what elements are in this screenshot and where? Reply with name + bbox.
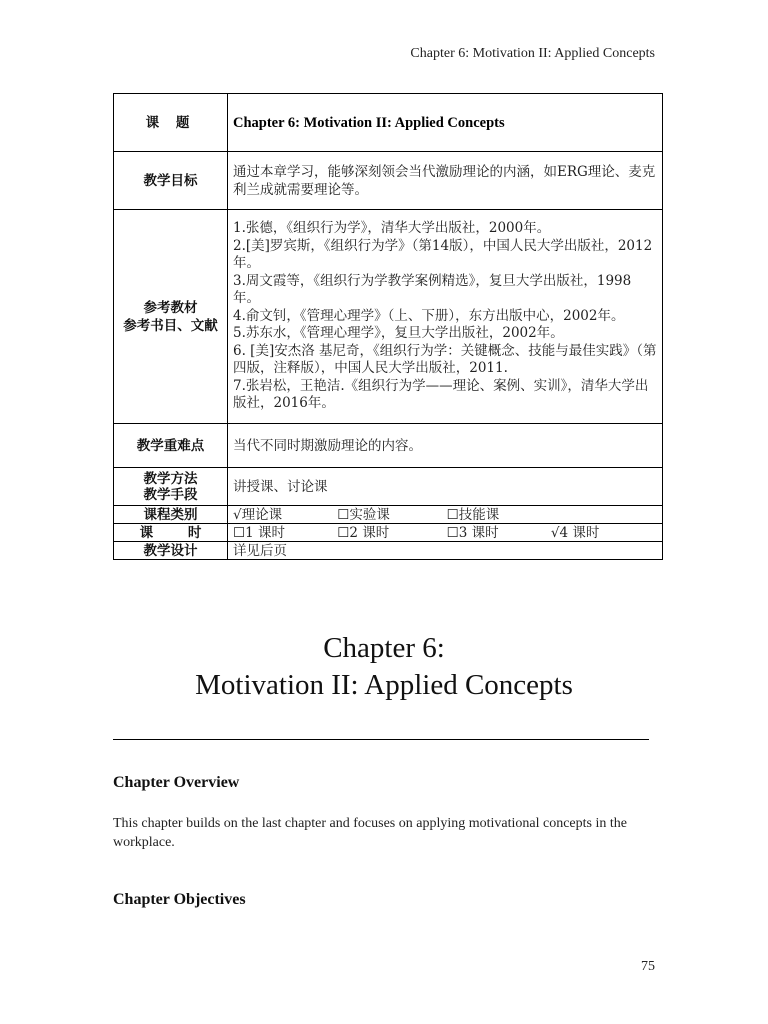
running-header: Chapter 6: Motivation II: Applied Concepts (410, 46, 655, 61)
course-type-label: 课程类别 (114, 506, 228, 524)
chapter-title-line-2: Motivation II: Applied Concepts (195, 669, 573, 701)
objectives-heading: Chapter Objectives (113, 891, 246, 908)
hours-option: ☐3 课时 (446, 524, 499, 541)
objectives-label: 教学目标 (114, 152, 228, 210)
hours-options (228, 524, 663, 542)
overview-heading: Chapter Overview (113, 774, 240, 791)
key-points-value: 当代不同时期激励理论的内容。 (228, 424, 663, 468)
methods-label-line-2: 教学手段 (143, 486, 198, 503)
horizontal-rule (113, 739, 649, 740)
references-label-line-1: 参考教材 (143, 299, 198, 316)
reference-item: 2.[美]罗宾斯，《组织行为学》（第14版），中国人民大学出版社，2012年。 (233, 237, 653, 272)
methods-label (114, 468, 228, 506)
course-type-row (114, 506, 663, 524)
course-type-option: ☐实验课 (337, 506, 390, 523)
key-points-label: 教学重难点 (114, 424, 228, 468)
chapter-title (0, 630, 768, 704)
hours-option: √4 课时 (550, 524, 600, 541)
design-row (114, 542, 663, 560)
hours-row (114, 524, 663, 542)
reference-item: 1.张德，《组织行为学》，清华大学出版社，2000年。 (233, 220, 551, 237)
design-label: 教学设计 (114, 542, 228, 560)
methods-label-line-1: 教学方法 (143, 470, 198, 487)
course-type-options (228, 506, 663, 524)
course-type-option: ☐技能课 (446, 506, 500, 523)
objectives-row (114, 152, 663, 210)
references-label-line-2: 参考书目、文献 (123, 317, 218, 334)
topic-row (114, 94, 663, 152)
reference-item: 3.周文霞等，《组织行为学教学案例精选》，复旦大学出版社，1998年。 (233, 272, 632, 307)
topic-label: 课 题 (114, 94, 228, 152)
references-list (228, 210, 663, 424)
reference-item: 4.俞文钊，《管理心理学》（上、下册），东方出版中心，2002年。 (233, 307, 625, 324)
methods-row (114, 468, 663, 506)
page-number: 75 (641, 959, 655, 974)
key-points-row (114, 424, 663, 468)
methods-value: 讲授课、讨论课 (228, 468, 663, 506)
hours-option: ☐1 课时 (233, 524, 285, 541)
reference-item: 6. [美]安杰洛 基尼奇，《组织行为学：关键概念、技能与最佳实践》（第四版，注释版），中国人民大学出版社，2011. (233, 342, 657, 377)
references-row (114, 210, 663, 424)
objectives-value: 通过本章学习，能够深刻领会当代激励理论的内涵，如ERG理论、麦克利兰成就需要理论等。 (228, 152, 663, 210)
hours-option: ☐2 课时 (337, 524, 390, 541)
reference-item: 5.苏东水，《管理心理学》，复旦大学出版社，2002年。 (233, 325, 564, 342)
topic-value: Chapter 6: Motivation II: Applied Concepts (228, 94, 663, 152)
references-label (114, 210, 228, 424)
course-info-table (113, 93, 663, 560)
chapter-title-line-1: Chapter 6: (323, 632, 445, 664)
overview-text: This chapter builds on the last chapter and focuses on applying motivational concepts in the workplace. (113, 816, 627, 850)
reference-item: 7.张岩松，王艳洁.《组织行为学——理论、案例、实训》，清华大学出版社，2016年。 (233, 377, 649, 412)
course-type-option: √理论课 (233, 506, 283, 523)
hours-label: 课 时 (114, 524, 228, 542)
design-value: 详见后页 (228, 542, 663, 560)
